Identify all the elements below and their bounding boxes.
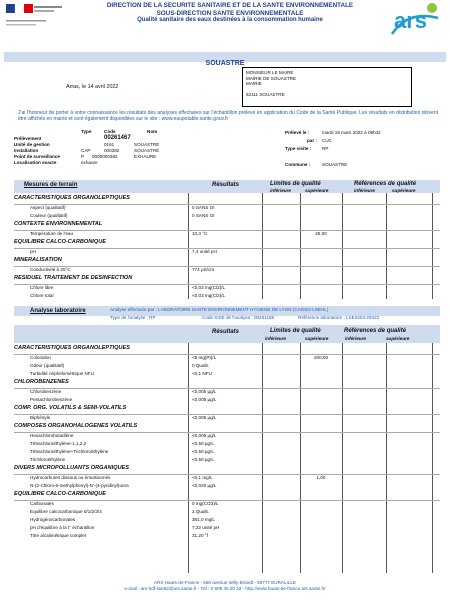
loc-label: Localisation exacte [14, 160, 57, 165]
table-row-name: Conductivité à 25°C [30, 267, 71, 272]
table-row-value: 0 mg(CO3)/L [192, 501, 219, 506]
table-row-name: Pentachlorobenzène [30, 397, 73, 402]
terrain-lim-inf: inférieure [270, 188, 291, 193]
footer-line2: e-mail : ars-hdf-sse62@ars.sante.fr - Tél : 0 809 40 20 32 - http://www.hauts-de-france.ars.sante.fr/ [124, 585, 326, 591]
section-title: DIVERS MICROPOLLUANTS ORGANIQUES [14, 465, 129, 471]
table-row-name: Tétrachloroéthylène+Trichloroéthylène [30, 449, 109, 454]
table-row-value: 774 µS/cm [192, 267, 215, 272]
table-row-name: Chlore libre [30, 285, 54, 290]
table-row-value: 0 SANS OI [192, 205, 215, 210]
labo-line2c: Référence laboratoire : LSE2203-29422 [298, 315, 380, 320]
labo-line2a: Type de l'analyse : RP [110, 315, 156, 320]
preleve-value: mardi 15 mars 2022 à 09h42 [322, 130, 381, 135]
section-title: CONTEXTE ENVIRONNEMENTAL [14, 221, 103, 227]
table-row-value: 7,4 unité pH [192, 249, 217, 254]
table-row-value: <0,005 µg/L [192, 433, 217, 438]
table-row-value: <0,020 µg/L [192, 483, 217, 488]
point-label: Point de surveillance [14, 154, 60, 159]
preleve-label: Prélevé le : [285, 130, 310, 135]
table-row-value: <0,50 µg/L [192, 449, 214, 454]
table-row-value: <0,50 µg/L [192, 441, 214, 446]
terrain-ref-sup: supérieure [392, 188, 416, 193]
installation-type: CAP [81, 148, 91, 153]
par-value: CUC [322, 138, 332, 143]
loc-value: exhaure [81, 160, 98, 165]
prelevement-code: 00261467 [104, 135, 131, 141]
table-row-name: Chlorobenzène [30, 389, 62, 394]
labo-lim-sup: supérieure [305, 336, 329, 341]
prelevement-label: Prélèvement [14, 136, 42, 141]
address-line: MONSIEUR LE MAIRE [246, 70, 294, 75]
table-row-name: pH d'équilibre à la t° échantillon [30, 525, 95, 530]
table-row-name: Trichloroéthylène [30, 457, 66, 462]
installation-nom: SOUASTRE [134, 148, 160, 153]
header-line1: DIRECTION DE LA SECURITE SANITAIRE ET DE LA SANTE ENVIRONNEMENTALE [106, 2, 354, 9]
banner-title: SOUASTRE [205, 60, 245, 67]
footer [0, 580, 450, 591]
table-row-value: <0,1 mg/L [192, 475, 213, 480]
ident-header-type: Type [81, 129, 92, 134]
labo-ref-inf: inférieure [345, 336, 366, 341]
table-row-name: Chlore total [30, 293, 54, 298]
terrain-col-limits: Limites de qualité [270, 181, 321, 187]
unite-nom: SOUASTRE [134, 142, 160, 147]
footer-line1: ARS Hauts-de-France - 556 avenue Willy Brandt - 59777 EURALILLE [154, 580, 296, 585]
table-row-value: <0,005 µg/L [192, 397, 217, 402]
point-code: 0000000382 [92, 154, 118, 159]
labo-line2b: Code SISE de l'analyse : 00261158 [202, 315, 275, 320]
table-row-value: 2 Qualit. [192, 509, 210, 514]
table-row-value: <0,1 NFU [192, 371, 212, 376]
labo-title: Analyse laboratoire [30, 308, 86, 314]
labo-line1: Analyse effectuée par : LABORATOIRE SANTE ENVIRONNEMENT HYGIENE DE LYON (CARSO-LSEHL) [110, 307, 329, 312]
table-row-value: 0 SANS OI [192, 213, 215, 218]
ident-header-nom: Nom [147, 129, 158, 134]
table-row-name: N-(2-Chloro-6-methylphenyl)-N'-(4-pyridinyl)urea [30, 483, 129, 488]
table-row-value: <0,50 µg/L [192, 457, 214, 462]
table-row-name: Equilibre calcocarbonique 0/1/2/3/4 [30, 509, 102, 514]
commune-label: Commune : [285, 162, 311, 167]
installation-label: Installation [14, 148, 39, 153]
table-row-name: Biphényle [30, 415, 51, 420]
labo-col-refs: Références de qualité [344, 328, 407, 334]
table-row-value: 7,22 unité pH [192, 525, 220, 530]
ident-header-code: Code [104, 129, 116, 134]
table-row-name: Odeur (qualitatif) [30, 363, 65, 368]
commune-value: SOUASTRE [322, 162, 348, 167]
table-row-name: Coloration [30, 355, 51, 360]
terrain-title: Mesures de terrain [24, 182, 78, 188]
table-row-limit: 1,00 [316, 475, 326, 480]
table-row-value: <5 mg(Pt)/L [192, 355, 217, 360]
header-line3: Qualité sanitaire des eaux destinées à la consommation humaine [137, 17, 323, 24]
table-row-name: Carbonates [30, 501, 54, 506]
table-row-name: pH [30, 249, 36, 254]
section-title: RESIDUEL TRAITEMENT DE DESINFECTION [14, 275, 133, 281]
table-row-value: 381,0 mg/L [192, 517, 215, 522]
labo-col-results: Résultats [212, 329, 240, 335]
table-row-limit: 200,00 [313, 355, 329, 360]
point-nom: EXHAURE [134, 154, 157, 159]
table-row-limit: 25,00 [315, 231, 327, 236]
table-row-value: <0,005 µg/L [192, 415, 217, 420]
table-row-name: Hydrogénocarbonates [30, 517, 76, 522]
table-row-name: Couleur (qualitatif) [30, 213, 68, 218]
visite-value: RP [322, 146, 329, 151]
par-label: par : [307, 138, 317, 143]
table-row-value: 31,20 °f [192, 533, 208, 538]
address-line: 62111 SOUASTRE [246, 92, 285, 98]
section-title: CARACTERISTIQUES ORGANOLEPTIQUES [14, 195, 130, 201]
header-line2: SOUS-DIRECTION SANTE ENVIRONNEMENTALE [156, 9, 304, 17]
labo-ref-sup: supérieure [386, 336, 410, 341]
unite-code: 0161 [104, 142, 115, 147]
labo-lim-inf: inférieure [265, 336, 286, 341]
table-row-value: 0 Qualit. [192, 363, 210, 368]
table-row-name: Température de l'eau [30, 231, 74, 236]
installation-code: 000382 [104, 148, 120, 153]
terrain-lim-sup: supérieure [305, 188, 329, 193]
section-title: EQUILIBRE CALCO-CARBONIQUE [14, 491, 106, 497]
visite-label: Type visite : [285, 146, 312, 151]
terrain-col-results: Résultats [212, 182, 240, 188]
terrain-col-refs: Références de qualité [354, 181, 417, 187]
table-row-name: Tétrachloroéthylène-1,1,2,2 [30, 441, 87, 446]
table-row-value: 10,3 °C [192, 231, 208, 236]
intro-paragraph: J'ai l'honneur de porter à votre connaissance les résultats des analyses effectuées sur l'échantillon prélevé en application du Code de la Santé Publique. Les résultats en distribution doivent être affichés en mairie et sont également disponibles sur le site : www.eaupotable.sante.gouv.fr [18, 110, 438, 122]
date-line: Arras, le 14 avril 2022 [66, 84, 119, 90]
terrain-ref-inf: inférieure [354, 188, 375, 193]
point-type: P [81, 154, 85, 159]
address-line: MAIRIE DE SOUASTRE [246, 75, 297, 81]
address-line: MAIRIE [246, 81, 262, 87]
table-row-name: Aspect (qualitatif) [30, 205, 66, 210]
table-row-name: Hexachlorobutadiène [30, 433, 74, 438]
unite-label: Unité de gestion [14, 142, 50, 147]
labo-col-limits: Limites de qualité [270, 328, 321, 334]
table-row-value: <0,005 µg/L [192, 389, 217, 394]
table-row-name: Hydrocarbures dissous ou émulsionnés [30, 475, 111, 480]
section-title: COMP. ORG. VOLATILS & SEMI-VOLATILS [14, 405, 127, 411]
table-row-value: <0,03 mg(Cl2)/L [192, 285, 226, 290]
table-row-name: Titre alcalimétrique complet [30, 533, 86, 538]
section-title: MINERALISATION [14, 257, 62, 263]
section-title: CARACTERISTIQUES ORGANOLEPTIQUES [14, 345, 130, 351]
section-title: COMPOSES ORGANOHALOGENES VOLATILS [14, 423, 138, 429]
table-row-name: Turbidité néphélométrique NFU [30, 371, 94, 376]
table-row-value: <0,03 mg(Cl2)/L [192, 293, 226, 298]
section-title: CHLOROBENZENES [14, 379, 69, 385]
ars-logo-text: ars [394, 8, 428, 33]
section-title: EQUILIBRE CALCO-CARBONIQUE [14, 239, 106, 245]
